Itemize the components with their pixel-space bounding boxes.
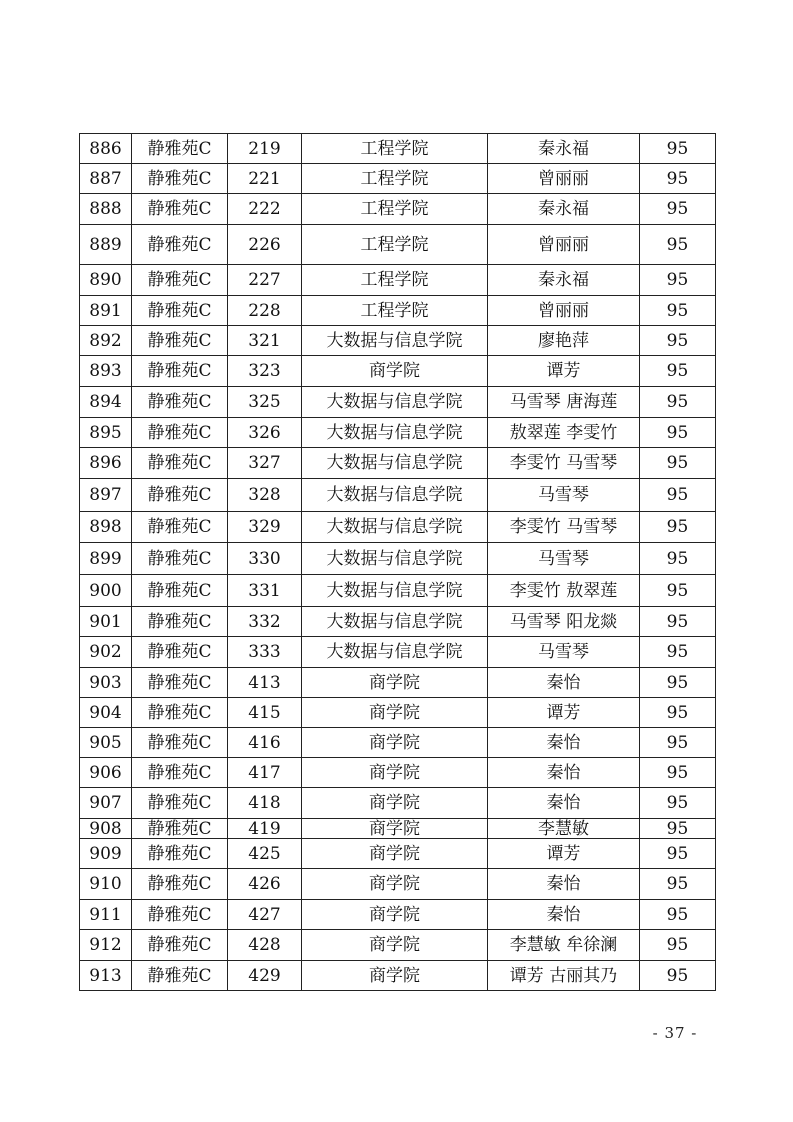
- table-row: [80, 668, 716, 698]
- room-cell: 327: [228, 448, 302, 479]
- score-cell: 95: [640, 607, 716, 637]
- row-number-cell: 899: [80, 543, 132, 575]
- row-number-cell: 913: [80, 961, 132, 991]
- tutor-cell: 秦怡: [488, 728, 640, 758]
- room-cell: 427: [228, 900, 302, 930]
- college-cell: 商学院: [302, 869, 488, 900]
- college-cell: 大数据与信息学院: [302, 543, 488, 575]
- score-cell: 95: [640, 788, 716, 819]
- building-cell: 静雅苑C: [132, 758, 228, 788]
- building-cell: 静雅苑C: [132, 607, 228, 637]
- score-cell: 95: [640, 637, 716, 668]
- room-cell: 413: [228, 668, 302, 698]
- table-row: [80, 930, 716, 961]
- row-number-cell: 906: [80, 758, 132, 788]
- table-row: [80, 418, 716, 448]
- room-cell: 426: [228, 869, 302, 900]
- tutor-cell: 马雪琴 唐海莲: [488, 387, 640, 418]
- room-cell: 328: [228, 479, 302, 512]
- tutor-cell: 李雯竹 马雪琴: [488, 448, 640, 479]
- row-number-cell: 894: [80, 387, 132, 418]
- row-number-cell: 896: [80, 448, 132, 479]
- table-row: [80, 448, 716, 479]
- college-cell: 大数据与信息学院: [302, 448, 488, 479]
- score-cell: 95: [640, 356, 716, 387]
- score-cell: 95: [640, 668, 716, 698]
- building-cell: 静雅苑C: [132, 869, 228, 900]
- table-row: [80, 265, 716, 296]
- tutor-cell: 秦永福: [488, 134, 640, 164]
- row-number-cell: 901: [80, 607, 132, 637]
- table-row: [80, 326, 716, 356]
- room-cell: 329: [228, 512, 302, 543]
- tutor-cell: 曾丽丽: [488, 296, 640, 326]
- room-cell: 332: [228, 607, 302, 637]
- college-cell: 工程学院: [302, 194, 488, 225]
- room-cell: 227: [228, 265, 302, 296]
- row-number-cell: 895: [80, 418, 132, 448]
- tutor-cell: 谭芳 古丽其乃: [488, 961, 640, 991]
- table-row: [80, 194, 716, 225]
- building-cell: 静雅苑C: [132, 839, 228, 869]
- row-number-cell: 910: [80, 869, 132, 900]
- score-cell: 95: [640, 900, 716, 930]
- tutor-cell: 马雪琴 阳龙燚: [488, 607, 640, 637]
- tutor-cell: 李慧敏 牟徐澜: [488, 930, 640, 961]
- score-cell: 95: [640, 930, 716, 961]
- score-cell: 95: [640, 575, 716, 607]
- table-row: [80, 607, 716, 637]
- table-row: [80, 296, 716, 326]
- table-row: [80, 728, 716, 758]
- table-row: [80, 900, 716, 930]
- college-cell: 商学院: [302, 698, 488, 728]
- room-cell: 326: [228, 418, 302, 448]
- score-cell: 95: [640, 512, 716, 543]
- tutor-cell: 曾丽丽: [488, 164, 640, 194]
- score-cell: 95: [640, 296, 716, 326]
- room-cell: 425: [228, 839, 302, 869]
- table-row: [80, 961, 716, 991]
- row-number-cell: 912: [80, 930, 132, 961]
- score-cell: 95: [640, 758, 716, 788]
- row-number-cell: 908: [80, 819, 132, 839]
- score-cell: 95: [640, 698, 716, 728]
- tutor-cell: 谭芳: [488, 356, 640, 387]
- building-cell: 静雅苑C: [132, 961, 228, 991]
- score-cell: 95: [640, 839, 716, 869]
- table-row: [80, 869, 716, 900]
- college-cell: 大数据与信息学院: [302, 418, 488, 448]
- college-cell: 商学院: [302, 788, 488, 819]
- score-cell: 95: [640, 225, 716, 265]
- building-cell: 静雅苑C: [132, 698, 228, 728]
- tutor-cell: 谭芳: [488, 839, 640, 869]
- building-cell: 静雅苑C: [132, 819, 228, 839]
- table-row: [80, 839, 716, 869]
- room-cell: 418: [228, 788, 302, 819]
- college-cell: 大数据与信息学院: [302, 575, 488, 607]
- row-number-cell: 900: [80, 575, 132, 607]
- room-cell: 325: [228, 387, 302, 418]
- row-number-cell: 892: [80, 326, 132, 356]
- tutor-cell: 马雪琴: [488, 543, 640, 575]
- table-body: [80, 134, 716, 991]
- table-row: [80, 512, 716, 543]
- tutor-cell: 秦怡: [488, 668, 640, 698]
- building-cell: 静雅苑C: [132, 728, 228, 758]
- college-cell: 大数据与信息学院: [302, 387, 488, 418]
- table-row: [80, 788, 716, 819]
- row-number-cell: 888: [80, 194, 132, 225]
- tutor-cell: 秦永福: [488, 265, 640, 296]
- tutor-cell: 李慧敏: [488, 819, 640, 839]
- score-cell: 95: [640, 479, 716, 512]
- tutor-cell: 李雯竹 敖翠莲: [488, 575, 640, 607]
- building-cell: 静雅苑C: [132, 356, 228, 387]
- tutor-cell: 秦永福: [488, 194, 640, 225]
- college-cell: 商学院: [302, 900, 488, 930]
- college-cell: 工程学院: [302, 225, 488, 265]
- college-cell: 大数据与信息学院: [302, 607, 488, 637]
- score-cell: 95: [640, 728, 716, 758]
- tutor-cell: 李雯竹 马雪琴: [488, 512, 640, 543]
- score-cell: 95: [640, 543, 716, 575]
- college-cell: 工程学院: [302, 134, 488, 164]
- room-cell: 323: [228, 356, 302, 387]
- building-cell: 静雅苑C: [132, 575, 228, 607]
- table-row: [80, 819, 716, 839]
- college-cell: 商学院: [302, 839, 488, 869]
- tutor-cell: 廖艳萍: [488, 326, 640, 356]
- score-cell: 95: [640, 194, 716, 225]
- room-cell: 221: [228, 164, 302, 194]
- room-cell: 228: [228, 296, 302, 326]
- college-cell: 大数据与信息学院: [302, 479, 488, 512]
- tutor-cell: 秦怡: [488, 788, 640, 819]
- room-cell: 331: [228, 575, 302, 607]
- table-row: [80, 575, 716, 607]
- building-cell: 静雅苑C: [132, 296, 228, 326]
- college-cell: 工程学院: [302, 164, 488, 194]
- room-cell: 429: [228, 961, 302, 991]
- college-cell: 商学院: [302, 758, 488, 788]
- room-cell: 321: [228, 326, 302, 356]
- table-row: [80, 164, 716, 194]
- building-cell: 静雅苑C: [132, 900, 228, 930]
- table-row: [80, 356, 716, 387]
- room-cell: 330: [228, 543, 302, 575]
- row-number-cell: 889: [80, 225, 132, 265]
- building-cell: 静雅苑C: [132, 479, 228, 512]
- building-cell: 静雅苑C: [132, 543, 228, 575]
- row-number-cell: 898: [80, 512, 132, 543]
- score-cell: 95: [640, 387, 716, 418]
- college-cell: 工程学院: [302, 265, 488, 296]
- room-cell: 428: [228, 930, 302, 961]
- row-number-cell: 911: [80, 900, 132, 930]
- college-cell: 商学院: [302, 668, 488, 698]
- building-cell: 静雅苑C: [132, 930, 228, 961]
- dormitory-score-table: [79, 133, 716, 991]
- college-cell: 商学院: [302, 819, 488, 839]
- tutor-cell: 敖翠莲 李雯竹: [488, 418, 640, 448]
- row-number-cell: 904: [80, 698, 132, 728]
- row-number-cell: 903: [80, 668, 132, 698]
- room-cell: 417: [228, 758, 302, 788]
- college-cell: 大数据与信息学院: [302, 326, 488, 356]
- row-number-cell: 887: [80, 164, 132, 194]
- tutor-cell: 谭芳: [488, 698, 640, 728]
- row-number-cell: 886: [80, 134, 132, 164]
- tutor-cell: 秦怡: [488, 900, 640, 930]
- building-cell: 静雅苑C: [132, 164, 228, 194]
- room-cell: 333: [228, 637, 302, 668]
- building-cell: 静雅苑C: [132, 134, 228, 164]
- building-cell: 静雅苑C: [132, 637, 228, 668]
- building-cell: 静雅苑C: [132, 668, 228, 698]
- score-cell: 95: [640, 265, 716, 296]
- row-number-cell: 897: [80, 479, 132, 512]
- table-row: [80, 758, 716, 788]
- college-cell: 大数据与信息学院: [302, 637, 488, 668]
- tutor-cell: 马雪琴: [488, 637, 640, 668]
- college-cell: 商学院: [302, 961, 488, 991]
- score-cell: 95: [640, 819, 716, 839]
- row-number-cell: 902: [80, 637, 132, 668]
- score-cell: 95: [640, 418, 716, 448]
- table-row: [80, 698, 716, 728]
- tutor-cell: 秦怡: [488, 758, 640, 788]
- table-row: [80, 637, 716, 668]
- building-cell: 静雅苑C: [132, 512, 228, 543]
- row-number-cell: 891: [80, 296, 132, 326]
- building-cell: 静雅苑C: [132, 225, 228, 265]
- college-cell: 工程学院: [302, 296, 488, 326]
- table-row: [80, 134, 716, 164]
- score-cell: 95: [640, 326, 716, 356]
- score-cell: 95: [640, 134, 716, 164]
- row-number-cell: 907: [80, 788, 132, 819]
- row-number-cell: 909: [80, 839, 132, 869]
- table-row: [80, 543, 716, 575]
- room-cell: 416: [228, 728, 302, 758]
- room-cell: 219: [228, 134, 302, 164]
- row-number-cell: 890: [80, 265, 132, 296]
- room-cell: 419: [228, 819, 302, 839]
- row-number-cell: 905: [80, 728, 132, 758]
- table-row: [80, 387, 716, 418]
- room-cell: 415: [228, 698, 302, 728]
- score-cell: 95: [640, 961, 716, 991]
- table-row: [80, 225, 716, 265]
- building-cell: 静雅苑C: [132, 387, 228, 418]
- building-cell: 静雅苑C: [132, 448, 228, 479]
- tutor-cell: 曾丽丽: [488, 225, 640, 265]
- college-cell: 大数据与信息学院: [302, 512, 488, 543]
- table-row: [80, 479, 716, 512]
- room-cell: 222: [228, 194, 302, 225]
- room-cell: 226: [228, 225, 302, 265]
- score-cell: 95: [640, 448, 716, 479]
- college-cell: 商学院: [302, 930, 488, 961]
- building-cell: 静雅苑C: [132, 194, 228, 225]
- building-cell: 静雅苑C: [132, 788, 228, 819]
- page-number: - 37 -: [652, 1024, 698, 1042]
- building-cell: 静雅苑C: [132, 265, 228, 296]
- score-cell: 95: [640, 869, 716, 900]
- tutor-cell: 秦怡: [488, 869, 640, 900]
- score-cell: 95: [640, 164, 716, 194]
- tutor-cell: 马雪琴: [488, 479, 640, 512]
- row-number-cell: 893: [80, 356, 132, 387]
- building-cell: 静雅苑C: [132, 326, 228, 356]
- building-cell: 静雅苑C: [132, 418, 228, 448]
- college-cell: 商学院: [302, 728, 488, 758]
- college-cell: 商学院: [302, 356, 488, 387]
